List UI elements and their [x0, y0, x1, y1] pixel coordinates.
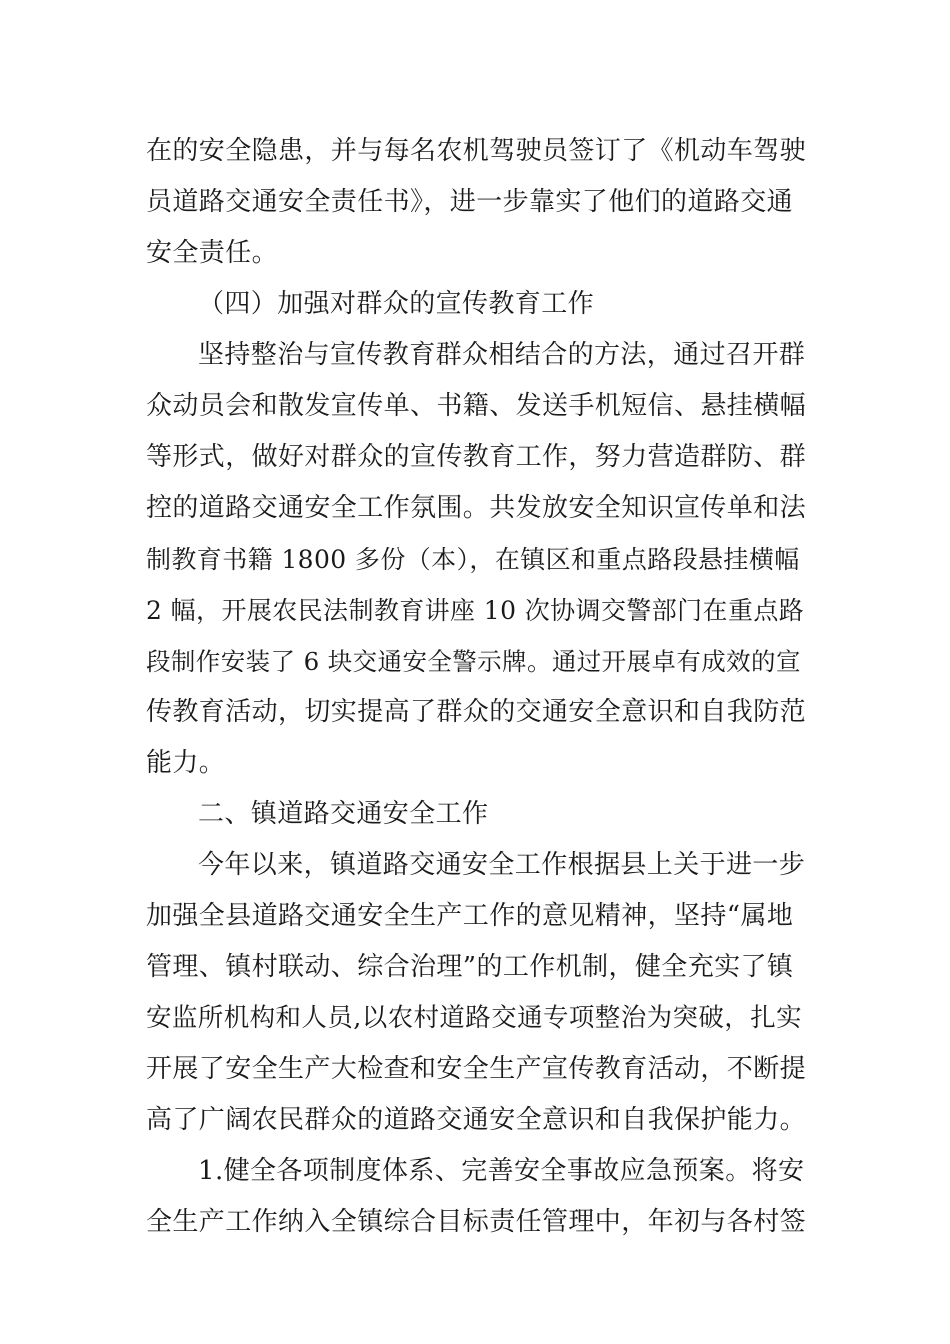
text-line: 传教育活动，切实提高了群众的交通安全意识和自我防范 [146, 697, 807, 727]
text-line: 1.健全各项制度体系、完善安全事故应急预案。将安 [198, 1156, 805, 1186]
text-line: 能力。 [146, 748, 226, 778]
text-line: 加强全县道路交通安全生产工作的意见精神，坚持“属地 [146, 901, 794, 931]
text-line: 安全责任。 [146, 238, 279, 268]
text-line: 控的道路交通安全工作氛围。共发放安全知识宣传单和法 [146, 493, 807, 523]
text-line: 等形式，做好对群众的宣传教育工作，努力营造群防、群 [146, 442, 807, 472]
document-body [146, 126, 808, 1248]
text-line: 全生产工作纳入全镇综合目标责任管理中，年初与各村签 [146, 1207, 807, 1237]
text-line: 在的安全隐患，并与每名农机驾驶员签订了《机动车驾驶 [146, 136, 807, 166]
text-line: 员道路交通安全责任书》，进一步靠实了他们的道路交通 [146, 187, 794, 217]
text-line: 高了广阔农民群众的道路交通安全意识和自我保护能力。 [146, 1105, 807, 1135]
text-line: 坚持整治与宣传教育群众相结合的方法，通过召开群 [198, 340, 806, 370]
text-line: 段制作安装了 6 块交通安全警示牌。通过开展卓有成效的宣 [146, 647, 801, 676]
text-line: 开展了安全生产大检查和安全生产宣传教育活动，不断提 [146, 1054, 807, 1084]
text-line: 众动员会和散发宣传单、书籍、发送手机短信、悬挂横幅 [146, 391, 807, 421]
text-line: 2 幅，开展农民法制教育讲座 10 次协调交警部门在重点路 [146, 596, 805, 625]
text-line: 管理、镇村联动、综合治理”的工作机制，健全充实了镇 [146, 952, 794, 982]
section-heading: 二、镇道路交通安全工作 [198, 799, 489, 829]
text-line: 今年以来，镇道路交通安全工作根据县上关于进一步 [198, 850, 806, 880]
text-line: 制教育书籍 1800 多份（本），在镇区和重点路段悬挂横幅 [146, 545, 800, 574]
text-line: 安监所机构和人员,以农村道路交通专项整治为突破，扎实 [146, 1003, 803, 1033]
section-heading: （四）加强对群众的宣传教育工作 [198, 289, 595, 319]
